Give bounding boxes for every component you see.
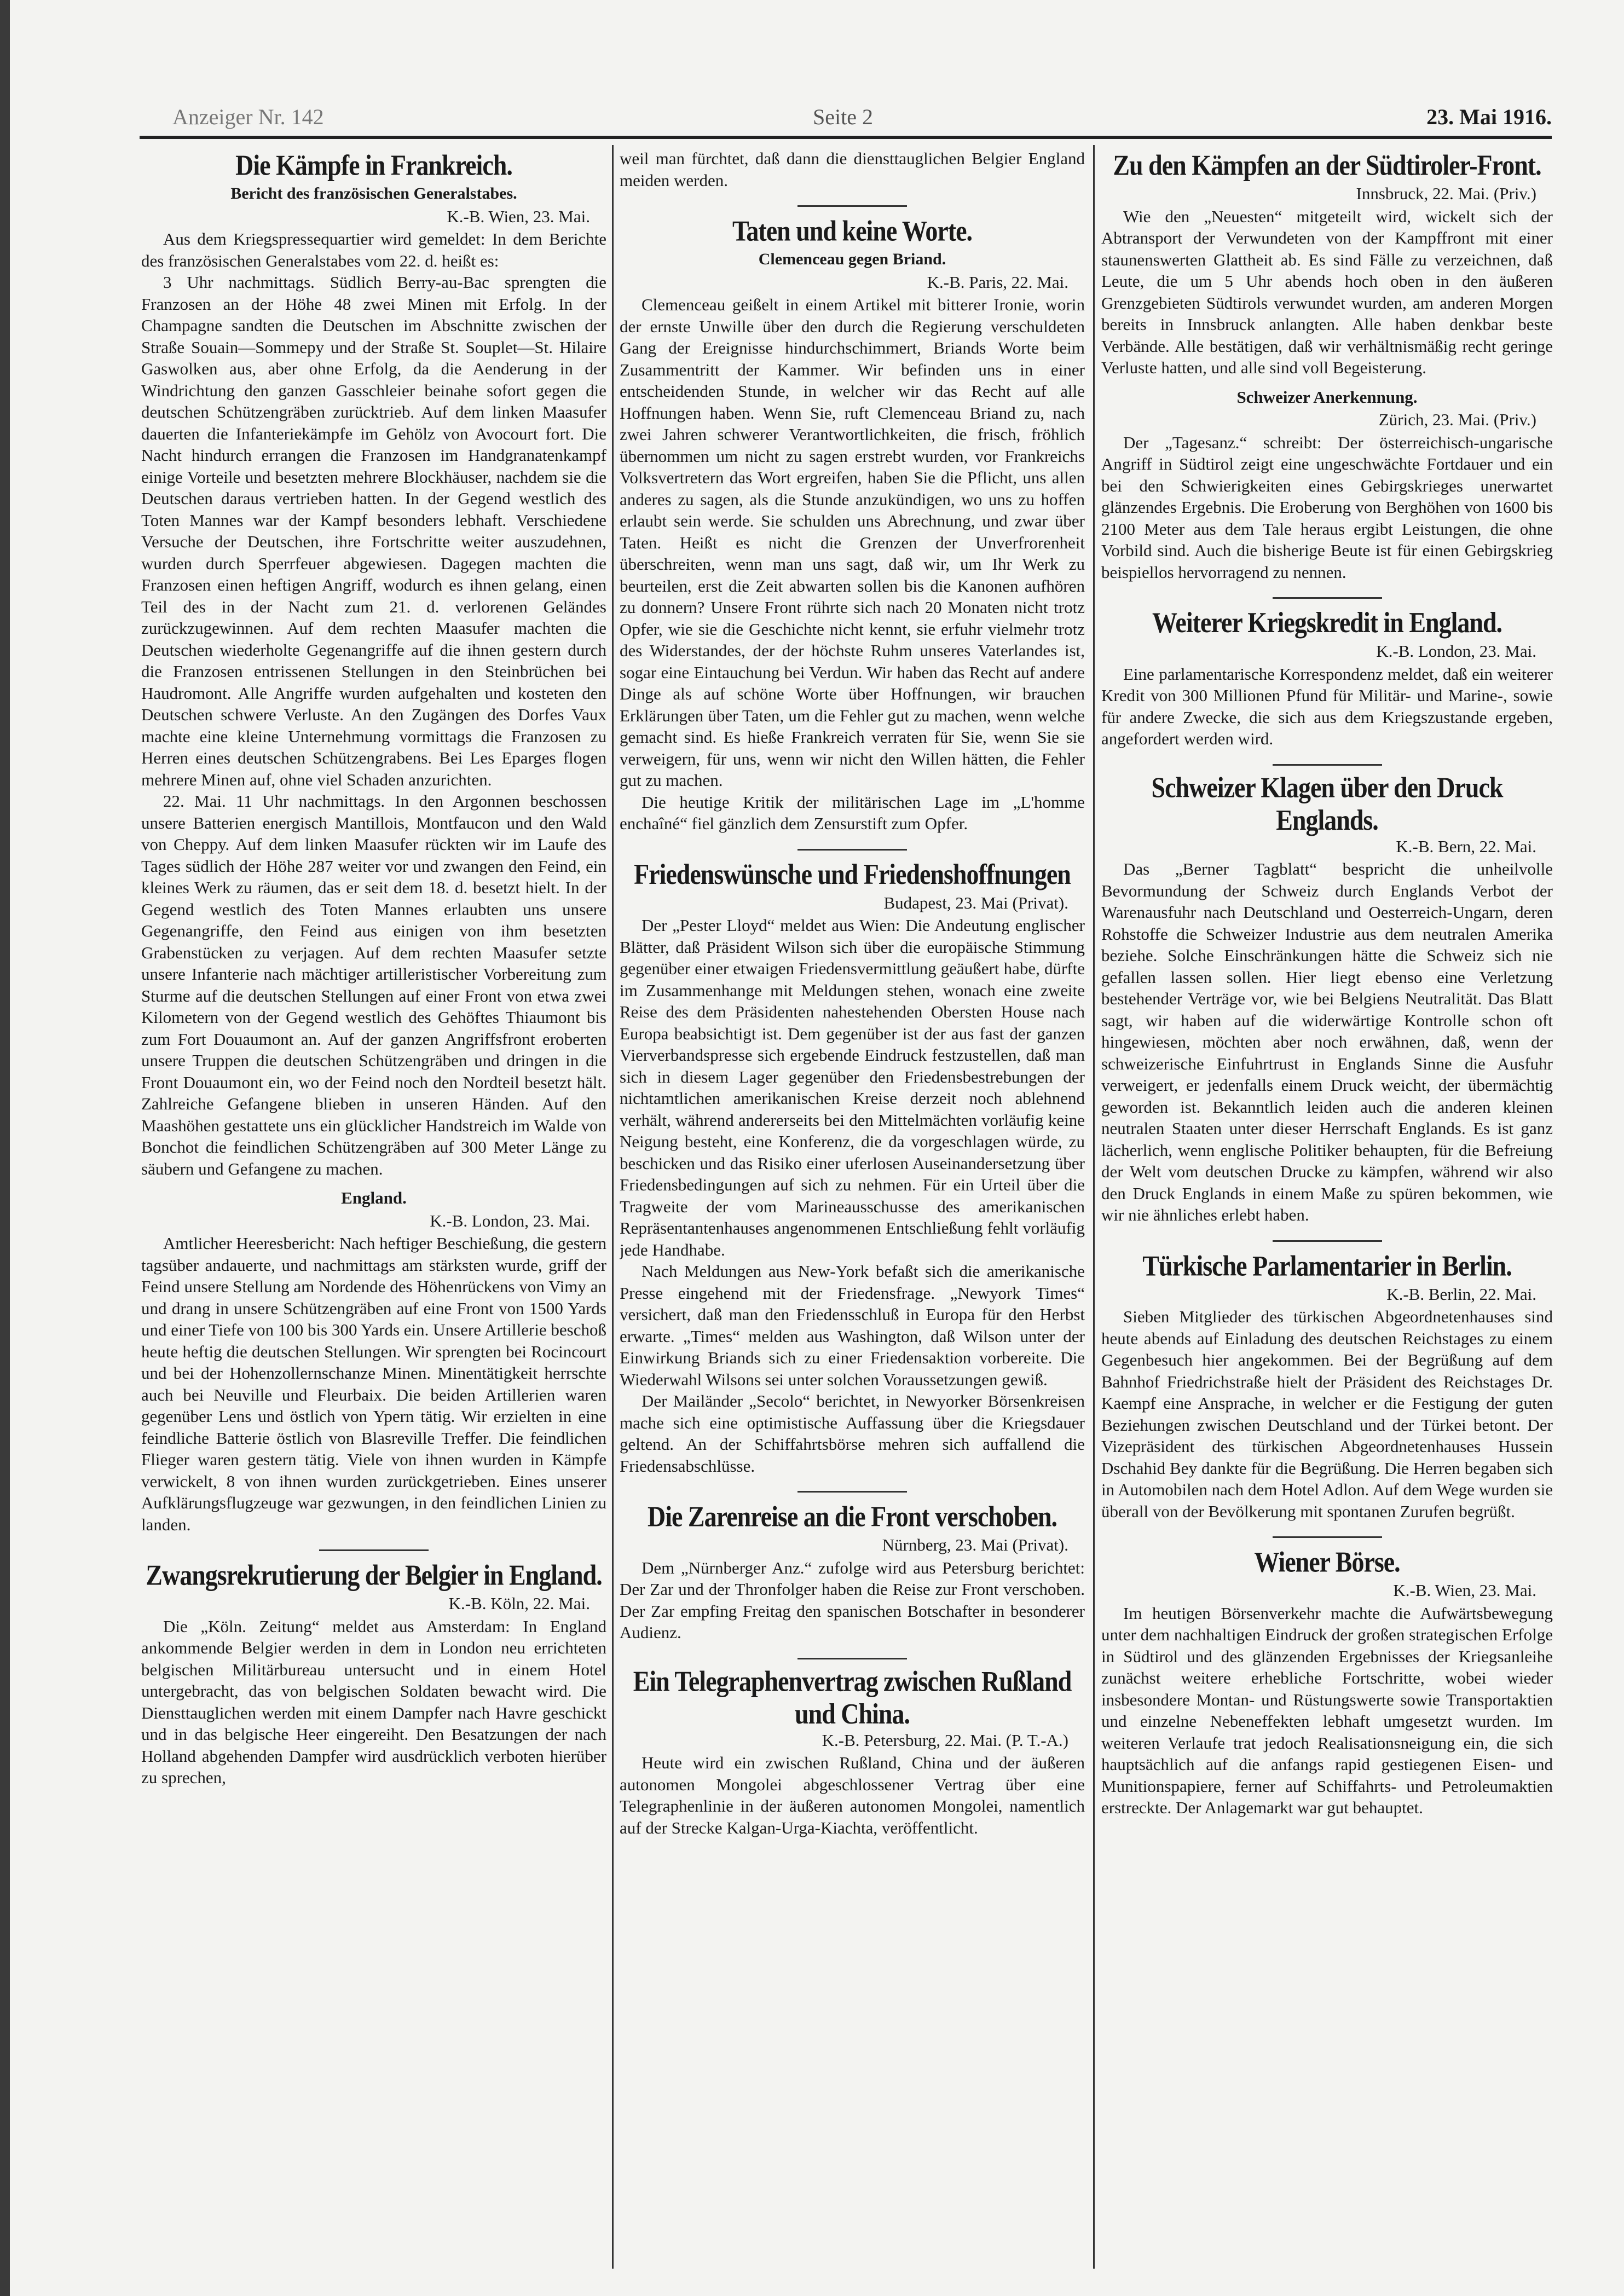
article-paragraph: Der Mailänder „Secolo“ berichtet, in Newyorker Börsenkreisen mache sich eine optimistische Auffassung über die Kriegsdauer geltend. An der Schiffahrtsbörse mehren sich auffallend die Friedensabschlüsse.: [620, 1391, 1085, 1476]
column-1: [141, 148, 606, 2282]
article-headline: Wiener Börse.: [1254, 1546, 1400, 1578]
article-paragraph: Der „Pester Lloyd“ meldet aus Wien: Die Andeutung englischer Blätter, daß Präsident Wilson sich über die europäische Stimmung gegenüber einer etwaigen Friedensvermittlung geäußert habe, dürfte im Zusammenhange mit Meldungen stehen, wonach eine zweite Reise des dem Präsidenten nahestehenden Obersten House nach Europa beabsichtigt ist. Dem gegenüber ist der aus fast der ganzen Vierverbandspresse sich ergebende Eindruck festzustellen, daß man sich in diesem Lager gegenüber den Friedensbestrebungen der nichtamtlichen amerikanischen Kreise derzeit noch ablehnend verhält, während andererseits bei den Mittelmächten vorläufig keine Neigung besteht, eine Konferenz, die da vorgeschlagen würde, zu beschicken und das Risiko einer uferlosen Auseinandersetzung über Friedensbedingungen auf sich zu nehmen. Für ein Urteil über die Tragweite der vom Marineausschusse des amerikanischen Repräsentantenhauses angenommenen Entschließung fehlt vorläufig jede Handhabe.: [620, 916, 1085, 1259]
article-paragraph: Die „Köln. Zeitung“ meldet aus Amsterdam: In England ankommende Belgier werden in dem in London neu errichteten belgischen Militärbureau untersucht und in einem Hotel untergebracht, das von belgischen Soldaten bewacht wird. Die Diensttauglichen werden mit einem Dampfer nach Havre geschickt und in das belgische Heer eingereiht. Den Besatzungen der nach Holland abgehenden Dampfer wird ausdrücklich verboten hierüber zu sprechen,: [141, 1616, 606, 1787]
article-separator: [797, 1658, 907, 1659]
column-2: [620, 148, 1085, 2282]
section-heading: Schweizer Anerkennung.: [1236, 387, 1418, 407]
article-headline: Zu den Kämpfen an der Südtiroler-Front.: [1113, 149, 1541, 181]
article-paragraph: Die heutige Kritik der militärischen Lage im „L'homme enchaîné“ fiel gänzlich dem Zensurstift zum Opfer.: [620, 792, 1085, 833]
article-dateline: Budapest, 23. Mai (Privat).: [883, 893, 1068, 912]
article-dateline: K.-B. Paris, 22. Mai.: [927, 272, 1068, 292]
article-separator: [1273, 1536, 1382, 1538]
column-divider: [612, 145, 614, 2269]
article-headline: Zwangsrekrutierung der Belgier in England.: [146, 1559, 602, 1591]
article-headline: Ein Telegraphenvertrag zwischen Rußland und China.: [633, 1664, 1072, 1730]
article-paragraph: Wie den „Neuesten“ mitgeteilt wird, wickelt sich der Abtransport der Verwundeten von der Kampffront mit einer staunenswerten Glattheit ab. Es sind Fälle zu verzeichnen, daß Leute, die um 5 Uhr abends hoch oben in den äußeren Grenzgebieten Südtirols verwundet wurden, am anderen Morgen bereits in Innsbruck anlangten. Alle haben denkbar beste Verbände. Alle bestätigen, daß wir verhältnismäßig recht geringe Verluste hatten, und alle sind voll Begeisterung.: [1101, 206, 1553, 377]
article-separator: [797, 205, 907, 207]
article-separator: [797, 1491, 907, 1493]
column-3: [1101, 148, 1553, 2282]
article-dateline: Nürnberg, 23. Mai (Privat).: [882, 1535, 1068, 1554]
article-headline: Taten und keine Worte.: [732, 215, 973, 247]
article-paragraph: Eine parlamentarische Korrespondenz meldet, daß ein weiterer Kredit von 300 Millionen Pfund für Militär- und Marine-, sowie für andere Zwecke, die sich aus dem Kriegszustande ergeben, angefordert werden wird.: [1101, 664, 1553, 748]
article-paragraph: Dem „Nürnberger Anz.“ zufolge wird aus Petersburg berichtet: Der Zar und der Thronfolger haben die Reise zur Front verschoben. Der Zar empfing Freitag den spanischen Botschafter in besonderer Audienz.: [620, 1558, 1085, 1642]
article-subheadline: Bericht des französischen Generalstabes.: [230, 184, 517, 203]
issue-date: 23. Mai 1916.: [1426, 105, 1552, 129]
article-subheadline: Clemenceau gegen Briand.: [758, 250, 946, 268]
article-separator: [1273, 597, 1382, 599]
article-headline: Türkische Parlamentarier in Berlin.: [1142, 1249, 1512, 1282]
page-header: [140, 104, 1552, 131]
article-paragraph: Amtlicher Heeresbericht: Nach heftiger Beschießung, die gestern tagsüber andauerte, und nachmittags am stärksten wurde, griff der Feind unsere Stellung am Nordende des Höhenrückens von Vimy an und drang in unsere Schützengräben auf eine Front von 1500 Yards und einer Tiefe von 100 bis 300 Yards ein. Unsere Artillerie beschoß heute heftig die deutschen Stellungen. Wir sprengten bei Rocincourt und bei der Hohenzollernschanze Minen. Minentätigkeit herrschte auch bei Neuville und Fleurbaix. Die beiden Artillerien waren gegenüber Lens und östlich von Ypern tätig. Wir erzielten in eine feindliche Batterie östlich von Blasreville Treffer. Die feindlichen Flieger waren gestern tätig. Viele von ihnen wurden in Kämpfe verwickelt, 8 von ihnen wurden zurückgetrieben. Eines unserer Aufklärungsflugzeuge war gezwungen, in den feindlichen Linien zu landen.: [141, 1234, 606, 1534]
article-dateline: K.-B. Berlin, 22. Mai.: [1386, 1284, 1536, 1304]
article-paragraph-continued: weil man fürchtet, daß dann die diensttauglichen Belgier England meiden werden.: [620, 149, 1085, 190]
column-divider: [1093, 145, 1095, 2269]
article-dateline: K.-B. London, 23. Mai.: [1376, 641, 1536, 661]
page-edge: [0, 0, 10, 2296]
header-rule: [140, 136, 1552, 139]
article-dateline: Zürich, 23. Mai. (Priv.): [1378, 410, 1536, 429]
article-paragraph: Aus dem Kriegspressequartier wird gemeldet: In dem Berichte des französischen Generalstabes vom 22. d. heißt es:: [141, 229, 606, 270]
article-paragraph: Nach Meldungen aus New-York befaßt sich die amerikanische Presse eingehend mit der Friedensfrage. „Newyork Times“ versichert, daß man den Friedensschluß in Europa für den Herbst erwarte. „Times“ melden aus Washington, daß Wilson unter der Einwirkung Briands sich zu einer Friedensaktion vorbereite. Die Wiederwahl Wilsons sei unter solchen Voraussetzungen gewiß.: [620, 1262, 1085, 1389]
page-number: Seite 2: [813, 105, 873, 129]
article-paragraph: 3 Uhr nachmittags. Südlich Berry-au-Bac sprengten die Franzosen an der Höhe 48 zwei Minen mit Erfolg. In der Champagne sandten die Deutschen im Abschnitte zwischen der Straße Souain—Sommepy und der Straße St. Souplet—St. Hilaire Gaswolken aus, aber ohne Erfolg, da die Aenderung in der Windrichtung den ganzen Gasschleier beinahe sofort gegen die deutschen Schützengräben zurücktrieb. Auf dem linken Maasufer dauerten die Infanteriekämpfe im Gehölz von Avocourt fort. Die Nacht hindurch errangen die Franzosen im Handgranatenkampf einige Vorteile und besetzten mehrere Blockhäuser, nachdem sie die Deutschen daraus vertrieben hatten. In der Gegend westlich des Toten Mannes war der Kampf besonders lebhaft. Verschiedene Versuche der Deutschen, ihre Fortschritte weiter auszudehnen, wurden durch Sperrfeuer abgewiesen. Dagegen machten die Franzosen einen heftigen Angriff, wodurch es ihnen gelang, einen Teil des in der Nacht zum 21. d. verlorenen Geländes zurückzugewinnen. Auf dem rechten Maasufer machten die Deutschen wiederholte Gegenangriffe auf die ihnen gestern durch die Franzosen entrissenen Stellungen in den Steinbrüchen bei Haudromont. Alle Angriffe wurden aufgehalten und kosteten den Deutschen schwere Verluste. An den Zugängen des Dorfes Vaux machte eine kleine Unternehmung vormittags die Franzosen zu Herren eines deutschen Schützengrabens. Bei Les Eparges flogen mehrere Minen auf, ohne viel Schaden anzurichten.: [141, 273, 606, 789]
article-headline: Weiterer Kriegskredit in England.: [1152, 606, 1502, 639]
article-paragraph: Sieben Mitglieder des türkischen Abgeordnetenhauses sind heute abends auf Einladung des deutschen Reichstages zu einem Gegenbesuch hier angekommen. Bei der Begrüßung auf dem Bahnhof Friedrichstraße hielt der Präsident des Reichstages Dr. Kaempf eine Ansprache, in welcher er die Festigung der guten Beziehungen zwischen Deutschland und der Türkei betont. Der Vizepräsident des türkischen Abgeordnetenhauses Hussein Dschahid Bey dankte für die Begrüßung. Die Herren begaben sich in Automobilen nach dem Hotel Adlon. Auf dem Wege wurden sie überall von der Bevölkerung mit spontanen Zurufen begrüßt.: [1101, 1307, 1553, 1521]
article-dateline: K.-B. Wien, 23. Mai.: [1393, 1581, 1536, 1600]
issue-number: Anzeiger Nr. 142: [172, 105, 324, 129]
article-dateline: K.-B. Köln, 22. Mai.: [448, 1594, 590, 1613]
article-paragraph: 22. Mai. 11 Uhr nachmittags. In den Argonnen beschossen unsere Batterien energisch Mantillois, Montfaucon und den Wald von Cheppy. Auf dem linken Maasufer rückten wir im Laufe des Tages südlich der Höhe 287 weiter vor und zwangen den Feind, ein kleines Werk zu räumen, das er seit dem 18. d. besetzt hielt. In der Gegend westlich des Toten Mannes erlaubten uns unsere Gegenangriffe, den Feind aus einigen von ihm besetzten Grabenstücken zu verjagen. Auf dem rechten Maasufer setzte unsere Infanterie nach mächtiger artilleristischer Vorbereitung zum Sturme auf die deutschen Stellungen auf einer Front von etwa zwei Kilometern von der Gegend westlich des Gehöftes Thiaumont bis zum Fort Douaumont an. Auf der ganzen Angriffsfront eroberten unsere Truppen die deutschen Schützengräben und dringen in die Front Douaumont ein, wo der Feind noch den Nordteil besetzt hält. Zahlreiche Gefangene blieben in unseren Händen. Auf den Maashöhen gestattete uns ein glücklicher Handstreich im Walde von Bonchot die feindlichen Schützengräben auf 300 Meter Länge zu säubern und Gefangene zu machen.: [141, 791, 606, 1178]
article-dateline: Innsbruck, 22. Mai. (Priv.): [1356, 184, 1536, 203]
section-heading: England.: [341, 1188, 407, 1207]
article-paragraph: Clemenceau geißelt in einem Artikel mit bitterer Ironie, worin der ernste Unwille über den durch die Regierung verschuldeten Gang der Ereignisse hindurchschimmert, Briands Worte beim Zusammentritt der Kammer. Wir befinden uns in einer entscheidenden Stunde, in welcher wir das Recht auf alle Hoffnungen haben. Wenn Sie, ruft Clemenceau Briand zu, nach zwei Jahren schwerer Verantwortlichkeiten, die frisch, fröhlich übernommen um nicht zu sagen erstrebt wurden, vor Frankreichs Volksvertretern das Wort ergreifen, haben Sie die Pflicht, uns allen anderes zu sagen, als die Stunde anzukündigen, wo uns zu hoffen erlaubt sein werde. Sie schulden uns Abrechnung, und zwar über Taten. Heißt es nicht die Grenzen der Unverfrorenheit überschreiten, wenn man uns sagt, daß wir, um Ihr Werk zu beurteilen, erst die Zeit abwarten sollen bis die Kanonen aufhören zu donnern? Unsere Front rührte sich nach 20 Monaten nicht trotz Opfer, wie sie die Geschichte nicht kennt, sie erfuhr vielmehr trotz des Widerstandes, der der höchste Ruhm unseres Vaterlandes ist, sogar eine Eintauchung bei Verdun. Wir haben das Recht auf andere Dinge als auf schöne Worte über Hoffnungen, wir brauchen Erklärungen über Taten, um die Fehler gut zu machen, wenn welche gemacht sind. Es hieße Frankreich verraten für Sie, wenn Sie sie verweigern, für uns, wenn wir nicht den Willen hätten, die Fehler gut zu machen.: [620, 295, 1085, 790]
article-paragraph: Heute wird ein zwischen Rußland, China und der äußeren autonomen Mongolei abgeschlossener Vertrag über eine Telegraphenlinie in der äußeren autonomen Mongolei, namentlich auf der Strecke Kalgan-Urga-Kiachta, veröffentlicht.: [620, 1753, 1085, 1837]
article-paragraph: Im heutigen Börsenverkehr machte die Aufwärtsbewegung unter dem nachhaltigen Eindruck der großen strategischen Erfolge in Südtirol und des glänzenden Ergebnisses der Kriegsanleihe zunächst weitere erhebliche Fortschritte, wobei wieder insbesondere Montan- und Rüstungswerte sowie Transportaktien und einzelne Nebeneffekten lebhaft umgesetzt wurden. Im weiteren Verlaufe trat jedoch Realisationsneigung ein, die sich hauptsächlich auf die anfangs rapid gestiegenen Eisen- und Munitionspapiere, ferner auf Schiffahrts- und Petroleumaktien erstreckte. Der Anlagemarkt war gut behauptet.: [1101, 1603, 1553, 1817]
article-dateline: K.-B. Wien, 23. Mai.: [447, 206, 590, 226]
article-headline: Die Kämpfe in Frankreich.: [235, 149, 512, 181]
article-dateline: K.-B. London, 23. Mai.: [430, 1211, 590, 1230]
article-headline: Friedenswünsche und Friedenshoffnungen: [634, 858, 1071, 890]
article-dateline: K.-B. Petersburg, 22. Mai. (P. T.-A.): [822, 1730, 1068, 1750]
article-headline: Schweizer Klagen über den Druck Englands.: [1151, 771, 1503, 836]
article-headline: Die Zarenreise an die Front verschoben.: [647, 1500, 1057, 1532]
article-paragraph: Das „Berner Tagblatt“ bespricht die unheilvolle Bevormundung der Schweiz durch Englands Verbot der Warenausfuhr nach Deutschland und Oesterreich-Ungarn, deren Rohstoffe die Schweizer Industrie aus dem neutralen Amerika beziehe. Solche Einschränkungen hätte die Schweiz sich nie gefallen lassen sollen. Hier liegt ebenso eine Verletzung bestehender Verträge vor, wie bei Belgiens Neutralität. Das Blatt sagt, wir haben auf die widerwärtige Kontrolle schon oft hingewiesen, möchten aber noch erwähnen, daß, wenn der schweizerische Einfuhrtrust in Englands Sinne die Ausfuhr verweigert, er jedenfalls einem Druck weicht, der übermächtig geworden ist. Bekanntlich leiden auch die anderen kleinen neutralen Staaten unter dieser Herrschaft Englands. Es ist ganz lächerlich, wenn englische Politiker behaupten, für die Befreiung der Welt vom deutschen Drucke zu kämpfen, während wir also den Druck Englands in einem Maße zu spüren bekommen, wie wir nie ähnliches erlebt haben.: [1101, 859, 1553, 1224]
article-separator: [1273, 1240, 1382, 1242]
article-separator: [797, 849, 907, 851]
article-separator: [319, 1549, 429, 1551]
article-dateline: K.-B. Bern, 22. Mai.: [1396, 836, 1536, 856]
article-paragraph: Der „Tagesanz.“ schreibt: Der österreichisch-ungarische Angriff in Südtirol zeigt eine ungeschwächte Fortdauer und ein bei den Schwierigkeiten eines Gebirgskrieges unerwartet glänzendes Ergebnis. Die Eroberung von Berghöhen von 1600 bis 2100 Meter aus dem Tale heraus ergibt Leistungen, die ohne Vorbild sind. Auch die bisherige Beute ist für einen Gebirgskrieg beispiellos hervorragend zu nennen.: [1101, 432, 1553, 582]
article-separator: [1273, 764, 1382, 766]
